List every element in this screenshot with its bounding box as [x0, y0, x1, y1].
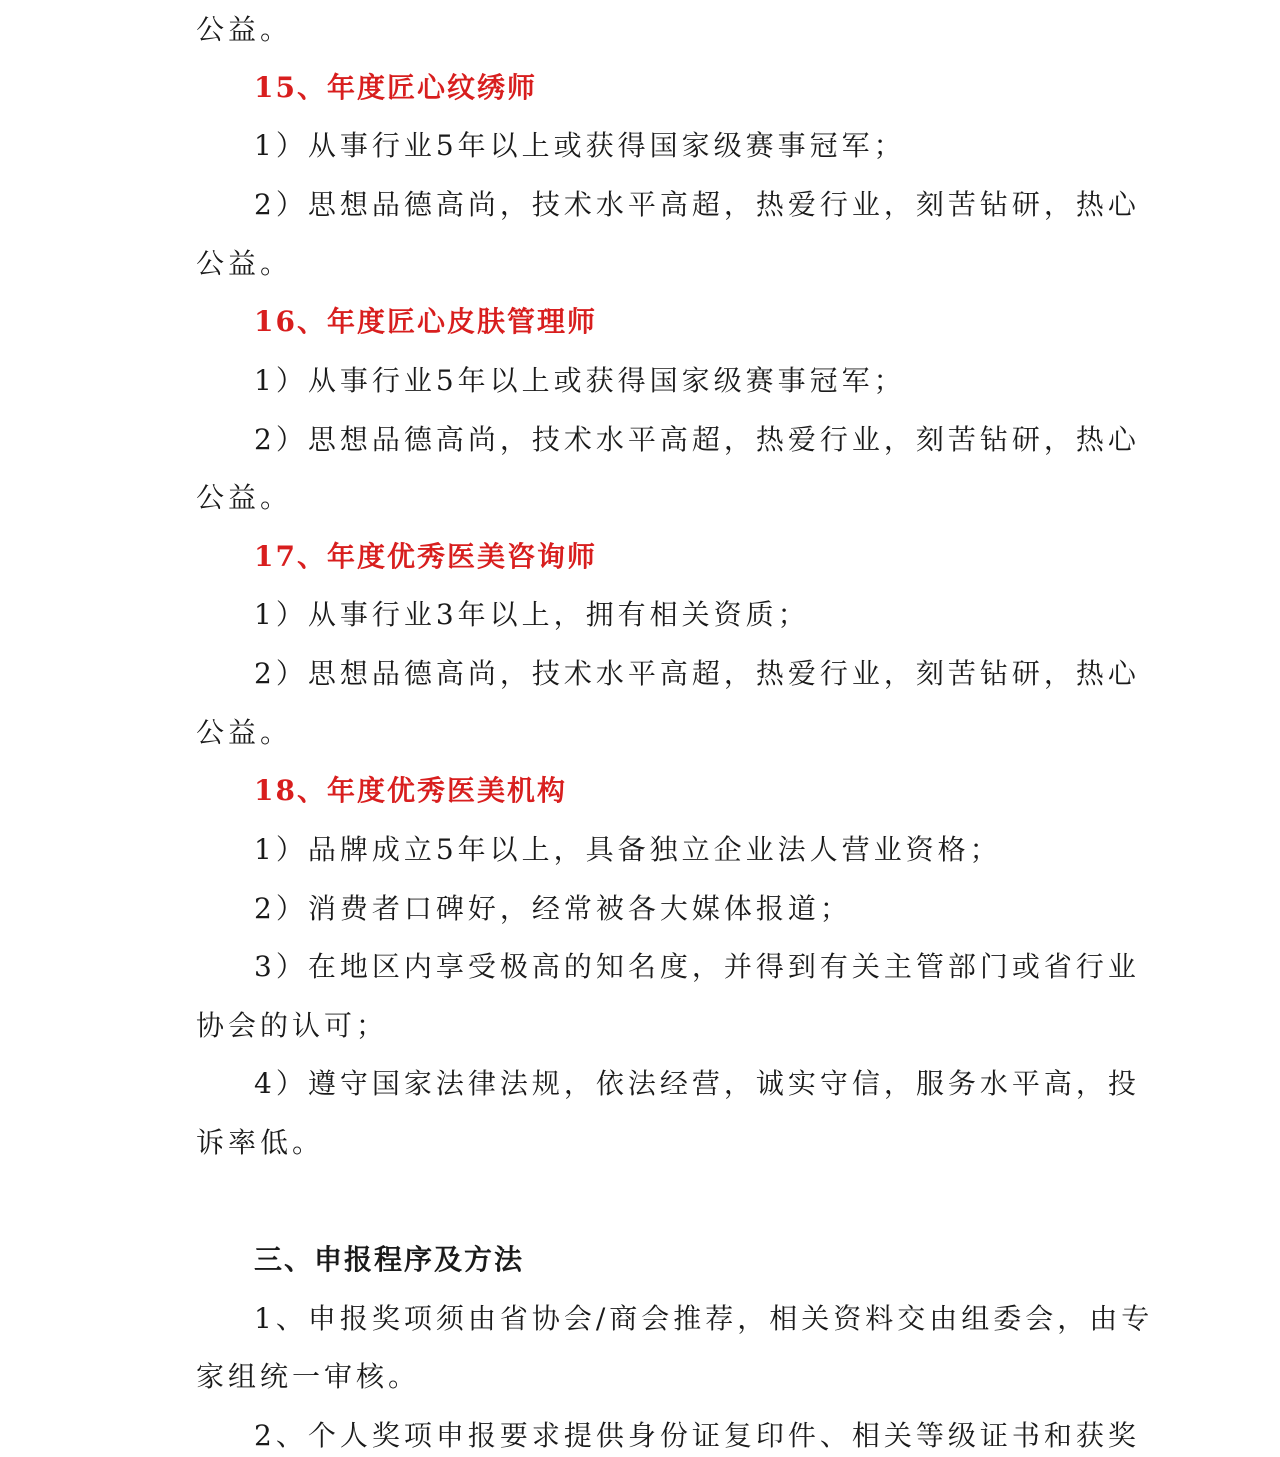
criterion-item: 4）遵守国家法律法规，依法经营，诚实守信，服务水平高，投 [254, 1067, 1140, 1100]
criterion-item: 1）从事行业5年以上或获得国家级赛事冠军； [254, 129, 906, 162]
award-heading-15: 15、年度匠心纹绣师 [254, 71, 537, 104]
award-heading-17: 17、年度优秀医美咨询师 [254, 540, 597, 573]
criterion-item-continuation: 公益。 [196, 481, 293, 514]
criterion-item-continuation: 公益。 [196, 247, 293, 280]
criterion-item: 1）从事行业5年以上或获得国家级赛事冠军； [254, 364, 906, 397]
criterion-item: 2）思想品德高尚，技术水平高超，热爱行业，刻苦钻研，热心 [254, 188, 1140, 221]
criterion-item-continuation: 公益。 [196, 716, 293, 749]
criterion-item: 2）消费者口碑好，经常被各大媒体报道； [254, 892, 852, 925]
section-heading-procedure: 三、申报程序及方法 [254, 1243, 525, 1276]
award-heading-16: 16、年度匠心皮肤管理师 [254, 305, 597, 338]
procedure-item-continuation: 家组统一审核。 [196, 1360, 421, 1393]
procedure-item: 2、个人奖项申报要求提供身份证复印件、相关等级证书和获奖 [254, 1419, 1140, 1452]
criterion-item: 2）思想品德高尚，技术水平高超，热爱行业，刻苦钻研，热心 [254, 657, 1140, 690]
procedure-item: 1、申报奖项须由省协会/商会推荐，相关资料交由组委会，由专 [254, 1302, 1154, 1335]
criterion-item: 1）从事行业3年以上，拥有相关资质； [254, 598, 810, 631]
criterion-item-continuation: 协会的认可； [196, 1009, 389, 1042]
criterion-item: 1）品牌成立5年以上，具备独立企业法人营业资格； [254, 833, 1002, 866]
criterion-item-continuation: 诉率低。 [196, 1126, 325, 1159]
criterion-item: 3）在地区内享受极高的知名度，并得到有关主管部门或省行业 [254, 950, 1140, 983]
award-heading-18: 18、年度优秀医美机构 [254, 774, 567, 807]
paragraph-continuation: 公益。 [196, 13, 293, 46]
criterion-item: 2）思想品德高尚，技术水平高超，热爱行业，刻苦钻研，热心 [254, 423, 1140, 456]
